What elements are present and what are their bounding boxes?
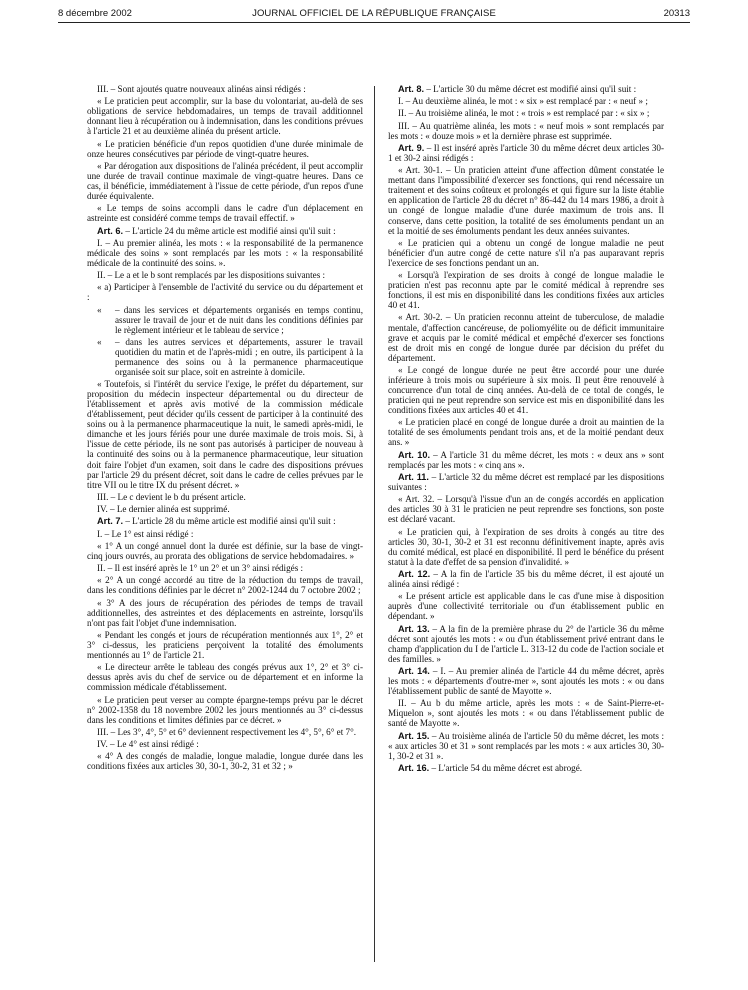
- paragraph: III. – Au quatrième alinéa, les mots : « neuf mois » sont remplacés par les mots : « douze mois » et la dernière phrase est supprimée.: [388, 120, 664, 141]
- journal-title: JOURNAL OFFICIEL DE LA RÉPUBLIQUE FRANÇAISE: [252, 8, 496, 19]
- article-label: Art. 6.: [97, 225, 124, 236]
- paragraph: « Art. 30-1. – Un praticien atteint d'une affection dûment constatée le mettant dans l'impossibilité d'exercer ses fonctions, qui rend nécessaire un traitement et des soins coûteux et prolongés et qui figure sur la liste établie en application de l'article 28 du décret n° 86-442 du 14 mars 1986, a droit à un congé de longue maladie d'une durée maximum de trois ans. Il conserve, dans cette position, la totalité de ses émoluments pendant un an et la moitié de ses émoluments pendant les deux années suivantes.: [388, 165, 664, 236]
- paragraph: « Lorsqu'à l'expiration de ses droits à congé de longue maladie le praticien n'est pas reconnu apte par le comité médical à reprendre ses fonctions, il est mis en disponibilité dans les conditions fixées aux articles 40 et 41.: [388, 270, 664, 311]
- article-9: [388, 143, 664, 163]
- article-16: [388, 763, 664, 773]
- article-text: – Au troisième alinéa de l'article 50 du même décret, les mots : « aux articles 30 et 31 » sont remplacés par les mots : « aux articles 30, 30-1, 30-2 et 31 ».: [388, 730, 664, 761]
- paragraph: « Pendant les congés et jours de récupération mentionnés aux 1°, 2° et 3° ci-dessus, les praticiens perçoivent la totalité des émoluments mentionnés au 1° de l'article 21.: [87, 629, 363, 660]
- paragraph: « 2° A un congé accordé au titre de la réduction du temps de travail, dans les conditions définies par le décret n° 2002-1244 du 7 octobre 2002 ;: [87, 575, 363, 596]
- list-item-text: – dans les autres services et départements, assurer le travail quotidien du matin et de l'après-midi ; en outre, ils participent à la permanence des soins ou à la permanence pharmaceutique organisée soit sur place, soit en astreinte à domicile.: [115, 336, 363, 377]
- dash-list: [87, 305, 363, 377]
- paragraph: I. – Au deuxième alinéa, le mot : « six » est remplacé par : « neuf » ;: [398, 96, 648, 107]
- right-column: [388, 84, 664, 775]
- article-text: – L'article 32 du même décret est remplacé par les dispositions suivantes :: [388, 471, 665, 492]
- paragraph: III. – Sont ajoutés quatre nouveaux alinéas ainsi rédigés :: [97, 84, 306, 94]
- page-number: 20313: [663, 8, 690, 19]
- article-label: Art. 16.: [398, 762, 430, 773]
- left-column: [87, 84, 363, 774]
- article-8: [388, 84, 664, 94]
- paragraph: « Le praticien qui, à l'expiration de ses droits à congés au titre des articles 30, 30-1, 30-2 et 31 est reconnu définitivement inapte, après avis du comité médical, est placé en disponibilité. Il perd le bénéfice du présent statut à la date d'effet de sa pension d'invalidité. »: [388, 526, 664, 567]
- article-label: Art. 12.: [398, 568, 431, 579]
- paragraph: « 4° A des congés de maladie, longue maladie, longue durée dans les conditions fixées aux articles 30, 30-1, 30-2, 31 et 32 ; »: [87, 751, 363, 772]
- article-6: [87, 226, 363, 236]
- paragraph: « Le directeur arrête le tableau des congés prévus aux 1°, 2° et 3° ci-dessus après avis du chef de service ou de département et en informe la commission médicale d'établissement.: [87, 662, 363, 693]
- list-item: [97, 336, 363, 377]
- quote-mark: «: [97, 304, 102, 315]
- column-divider: [374, 86, 375, 962]
- article-10: [388, 450, 664, 470]
- list-item: [97, 304, 363, 335]
- list-item-text: – dans les services et départements organisés en temps continu, assurer le travail de jour et de nuit dans les conditions définies par le règlement intérieur et le tableau de service ;: [115, 304, 363, 335]
- article-text: – L'article 54 du même décret est abrogé.: [429, 762, 583, 773]
- article-text: – L'article 30 du même décret est modifié ainsi qu'il suit :: [424, 84, 637, 94]
- article-text: – L'article 24 du même article est modifié ainsi qu'il suit :: [123, 225, 336, 236]
- paragraph: I. – Le 1° est ainsi rédigé :: [97, 528, 194, 539]
- paragraph: II. – Au troisième alinéa, le mot : « trois » est remplacé par : « six » ;: [398, 108, 650, 119]
- paragraph: « 3° A des jours de récupération des périodes de temps de travail additionnelles, des astreintes et des déplacements en astreinte, lorsqu'ils n'ont pas fait l'objet d'une indemnisation.: [87, 597, 363, 628]
- article-label: Art. 14.: [398, 665, 430, 676]
- paragraph: II. – Au b du même article, après les mots : « de Saint-Pierre-et-Miquelon », sont ajoutés les mots : « ou dans l'établissement public de santé de Mayotte ».: [388, 698, 664, 729]
- paragraph: « Le praticien placé en congé de longue durée a droit au maintien de la totalité de ses émoluments pendant trois ans, et de la moitié pendant deux ans. »: [388, 417, 664, 448]
- paragraph: III. – Le c devient le b du présent article.: [97, 491, 246, 502]
- paragraph: II. – Il est inséré après le 1° un 2° et un 3° ainsi rédigés :: [97, 563, 304, 574]
- paragraph: « Le congé de longue durée ne peut être accordé pour une durée inférieure à trois mois ou supérieure à six mois. Il peut être renouvelé à concurrence d'un total de cinq années. Au-delà de ce total de congés, le praticien qui ne peut reprendre son service est mis en disponibilité dans les conditions fixées aux articles 40 et 41.: [388, 364, 664, 416]
- paragraph: IV. – Le dernier alinéa est supprimé.: [97, 504, 230, 515]
- paragraph: II. – Le a et le b sont remplacés par les dispositions suivantes :: [97, 270, 326, 281]
- article-13: [388, 624, 664, 664]
- article-label: Art. 10.: [398, 449, 431, 460]
- article-15: [388, 731, 664, 761]
- article-text: – A l'article 31 du même décret, les mots : « deux ans » sont remplacés par les mots : « cinq ans ».: [388, 449, 664, 470]
- article-label: Art. 7.: [97, 516, 124, 527]
- article-label: Art. 9.: [398, 142, 425, 153]
- article-12: [388, 569, 664, 589]
- paragraph: « 1° A un congé annuel dont la durée est définie, sur la base de vingt-cinq jours ouvrés, au prorata des obligations de service hebdomadaires. »: [87, 540, 363, 561]
- paragraph: « Par dérogation aux dispositions de l'alinéa précédent, il peut accomplir une durée de travail continue maximale de vingt-quatre heures. Dans ce cas, il bénéficie, immédiatement à l'issue de cette période, d'un repos d'une durée équivalente.: [87, 160, 363, 202]
- paragraph: « Le praticien peut verser au compte épargne-temps prévu par le décret n° 2002-1358 du 18 novembre 2002 les jours mentionnés au 3° ci-dessus dans les conditions et limites définies par ce décret. »: [87, 694, 363, 725]
- quote-mark: «: [97, 336, 102, 347]
- article-14: [388, 666, 664, 696]
- article-text: – Il est inséré après l'article 30 du même décret deux articles 30-1 et 30-2 ainsi rédigés :: [388, 142, 664, 164]
- paragraph: I. – Au premier alinéa, les mots : « la responsabilité de la permanence médicale des soins » sont remplacés par les mots : « la responsabilité médicale de la continuité des soins. ».: [87, 237, 363, 268]
- paragraph: « Art. 32. – Lorsqu'à l'issue d'un an de congés accordés en application des articles 30 à 31 le praticien ne peut reprendre ses fonctions, son poste est déclaré vacant.: [388, 494, 664, 525]
- paragraph: « Toutefois, si l'intérêt du service l'exige, le préfet du département, sur proposition du médecin inspecteur départemental ou du directeur de l'établissement et après avis motivé de la commission médicale d'établissement, peut décider qu'ils cessent de participer à la continuité des soins ou à la permanence pharmaceutique la nuit, le samedi après-midi, le dimanche et les jours fériés pour une durée maximale de trois mois. Si, à l'issue de cette période, ils ne sont pas autorisés à participer de nouveau à la continuité des soins ou à la permanence pharmaceutique, leur situation doit faire l'objet d'un examen, soit dans le cadre des dispositions prévues par l'article 29 du présent décret, soit dans le cadre de celles prévues par le titre VII ou le titre IX du présent décret. »: [87, 379, 363, 490]
- article-text: – L'article 28 du même article est modifié ainsi qu'il suit :: [123, 516, 336, 527]
- paragraph: « Le praticien bénéficie d'un repos quotidien d'une durée minimale de onze heures consécutives par période de vingt-quatre heures.: [87, 138, 363, 159]
- paragraph: « Le praticien peut accomplir, sur la base du volontariat, au-delà de ses obligations de service hebdomadaires, un temps de travail additionnel donnant lieu à récupération ou à indemnisation, dans les conditions prévues à l'article 21 et au deuxième alinéa du présent article.: [87, 96, 363, 137]
- paragraph: « Le temps de soins accompli dans le cadre d'un déplacement en astreinte est considéré comme temps de travail effectif. »: [87, 203, 363, 224]
- paragraph: « Le praticien qui a obtenu un congé de longue maladie ne peut bénéficier d'un autre congé de cette nature s'il n'a pas auparavant repris l'exercice de ses fonctions pendant un an.: [388, 237, 664, 268]
- paragraph: III. – Les 3°, 4°, 5° et 6° deviennent respectivement les 4°, 5°, 6° et 7°.: [97, 726, 357, 737]
- header-rule: [58, 22, 690, 23]
- header-date: 8 décembre 2002: [58, 8, 132, 19]
- paragraph: « Art. 30-2. – Un praticien reconnu atteint de tuberculose, de maladie mentale, d'affection cancéreuse, de poliomyélite ou de déficit immunitaire grave et acquis par le comité médical et empêché d'exercer ses fonctions est de droit mis en congé de longue durée par décision du préfet du département.: [388, 312, 664, 363]
- article-label: Art. 15.: [398, 730, 430, 741]
- paragraph: IV. – Le 4° est ainsi rédigé :: [97, 739, 199, 750]
- article-label: Art. 8.: [398, 84, 425, 94]
- article-text: – A la fin de la première phrase du 2° de l'article 36 du même décret sont ajoutés les mots : « ou d'un établissement privé entrant dans le champ d'application du I de l'article L. 313-12 du code de l'action sociale et des familles. »: [388, 623, 664, 664]
- paragraph: « Le présent article est applicable dans le cas d'une mise à disposition auprès d'une collectivité territoriale ou d'un établissement public en dépendant. »: [388, 591, 664, 622]
- article-label: Art. 13.: [398, 623, 430, 634]
- article-11: [388, 472, 664, 492]
- paragraph: « a) Participer à l'ensemble de l'activité du service ou du département et :: [87, 282, 363, 303]
- article-label: Art. 11.: [398, 471, 429, 482]
- article-text: – I. – Au premier alinéa de l'article 44 du même décret, après les mots : « départements d'outre-mer », sont ajoutés les mots : « ou dans l'établissement public de santé de Mayotte ».: [388, 665, 665, 696]
- article-text: – A la fin de l'article 35 bis du même décret, il est ajouté un alinéa ainsi rédigé :: [388, 568, 664, 589]
- article-7: [87, 516, 363, 526]
